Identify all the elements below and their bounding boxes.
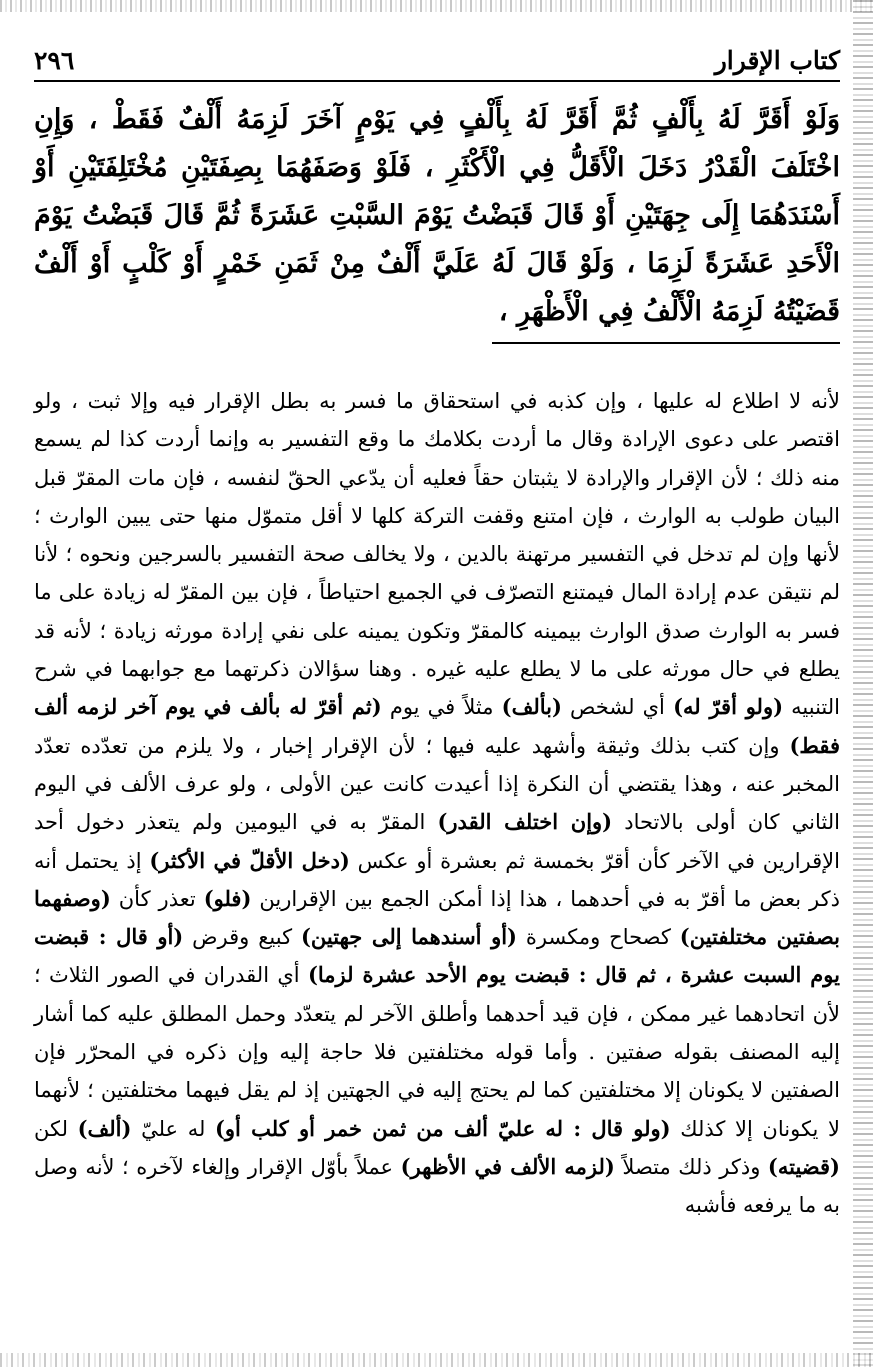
commentary-segment: كبيع وقرض — [183, 925, 301, 950]
quoted-matn-segment: (أو قال : قبضت يوم السبت عشرة ، ثم قال : قبضت يوم الأحد عشرة لزما) — [34, 924, 840, 988]
page-border-top — [0, 0, 873, 12]
quoted-matn-segment: (قضيته) — [767, 1153, 840, 1179]
matn-text-block — [34, 96, 840, 336]
commentary-paragraph — [34, 382, 840, 1225]
commentary-segment: أي القدران في الصور الثلاث ؛ لأن اتحادهما غير ممكن ، فإن قيد أحدهما وأطلق الآخر لم يتعدّد وحمل المطلق عليه كما أشار إليه المصنف بقوله صفتين . وأما قوله مختلفتين فلا حاجة إليه وإن ذكره في المحرّر فإن الصفتين لا يكونان إلا مختلفتين كما لم يحتج إليه في الجهتين إذ لم يقل فيهما مختلفتين ؛ لأنهما لا يكونان إلا كذلك — [34, 963, 840, 1141]
commentary-segment: كصحاح ومكسرة — [516, 925, 680, 950]
commentary-segment: المقرّ به في اليومين ولم يتعذر دخول أحد الإقرارين في الآخر كأن أقرّ بخمسة ثم بعشرة أو عكس — [34, 810, 840, 873]
commentary-segment: لأنه لا اطلاع له عليها ، وإن كذبه في استحقاق ما فسر به بطل الإقرار فيه وإلا ثبت ، ولو اقتصر على دعوى الإرادة وقال ما أردت بكلامك ما وقع التفسير به وإنما أردت كذا لم يسمع منه ذلك ؛ لأن الإقرار والإرادة لا يثبتان حقاً فعليه أن يدّعي الحقّ لنفسه ، فإن مات المقرّ قبل البيان طولب به الوارث ، فإن امتنع وقفت التركة كلها لا أقل متموّل منها حتى يبين الوارث ؛ لأنها وإن لم تدخل في التفسير مرتهنة بالدين ، ولا يخالف صحة التفسير بالسرجين ونحوه ؛ لأنا لم نتيقن عدم إرادة المال فيمتنع التصرّف في الجميع احتياطاً ، فإن بين المقرّ له زيادة على ما فسر به الوارث صدق الوارث بيمينه كالمقرّ وتكون يمينه على نفي إرادة مورثه زيادة ؛ لأنه قد يطلع في حال مورثه على ما لا يطلع عليه غيره . وهنا سؤالان ذكرتهما مع جوابهما في شرح التنبيه — [34, 389, 841, 720]
page-border-right — [853, 0, 873, 1367]
commentary-segment: وإن كتب بذلك وثيقة وأشهد عليه فيها ؛ لأن الإقرار إخبار ، ولا يلزم من تعدّده تعدّد المخبر عنه ، وهذا يقتضي أن النكرة إذا أعيدت كانت عين الأولى ، ولو عرف الألف في اليوم الثاني كان أولى بالاتحاد — [34, 733, 840, 835]
quoted-matn-segment: (وإن اختلف القدر) — [437, 809, 613, 835]
commentary-segment: له عليّ — [131, 1116, 215, 1141]
header-rule — [34, 80, 840, 82]
running-title: كتاب الإقرار — [714, 46, 840, 75]
quoted-matn-segment: (ولو أقرّ له) — [673, 694, 784, 720]
commentary-segment: أي لشخص — [561, 695, 674, 720]
commentary-segment: وذكر ذلك متصلاً — [614, 1154, 768, 1179]
commentary-segment: مثلاً في يوم — [381, 695, 502, 720]
commentary-segment: تعذر كأن — [110, 886, 204, 911]
commentary-block — [34, 382, 840, 1225]
commentary-segment: عملاً بأوّل الإقرار وإلغاء لآخره ؛ لأنه وصل به ما يرفعه فأشبه — [34, 1154, 840, 1218]
quoted-matn-segment: (ولو قال : له عليّ ألف من ثمن خمر أو كلب أو) — [214, 1115, 671, 1141]
page-header — [34, 46, 840, 80]
footnote-separator — [492, 342, 840, 344]
quoted-matn-segment: (وصفهما بصفتين مختلفتين) — [34, 885, 840, 950]
matn-paragraph: وَلَوْ أَقَرَّ لَهُ بِأَلْفٍ ثُمَّ أَقَرَّ لَهُ بِأَلْفٍ فِي يَوْمٍ آخَرَ لَزِمَهُ أَلْفٌ فَقَطْ ، وَإِنِ اخْتَلَفَ الْقَدْرُ دَخَلَ الْأَقَلُّ فِي الْأَكْثَرِ ، فَلَوْ وَصَفَهُمَا بِصِفَتَيْنِ مُخْتَلِفَتَيْنِ أَوْ أَسْنَدَهُمَا إِلَى جِهَتَيْنِ أَوْ قَالَ قَبَضْتُ يَوْمَ السَّبْتِ عَشَرَةً ثُمَّ قَالَ قَبَضْتُ يَوْمَ الْأَحَدِ عَشَرَةً لَزِمَا ، وَلَوْ قَالَ لَهُ عَلَيَّ أَلْفٌ مِنْ ثَمَنِ خَمْرٍ أَوْ كَلْبٍ أَوْ أَلْفٌ قَضَيْتُهُ لَزِمَهُ الْأَلْفُ فِي الْأَظْهَرِ ، — [34, 104, 840, 327]
quoted-matn-segment: (ثم أقرّ له بألف في يوم آخر لزمه ألف فقط) — [34, 694, 840, 758]
commentary-segment: لكن — [34, 1116, 78, 1141]
quoted-matn-segment: (لزمه الألف في الأظهر) — [400, 1153, 615, 1179]
page-border-bottom — [0, 1353, 873, 1367]
quoted-matn-segment: (أو أسندهما إلى جهتين) — [301, 924, 517, 950]
commentary-segment: إذ يحتمل أنه ذكر بعض ما أقرّ به في أحدهما ، هذا إذا أمكن الجمع بين الإقرارين — [34, 848, 840, 911]
quoted-matn-segment: (دخل الأقلّ في الأكثر) — [149, 847, 350, 873]
quoted-matn-segment: (بألف) — [501, 694, 562, 720]
quoted-matn-segment: (ألف) — [77, 1115, 132, 1141]
quoted-matn-segment: (فلو) — [203, 885, 252, 911]
page-number: ٢٩٦ — [34, 46, 75, 75]
